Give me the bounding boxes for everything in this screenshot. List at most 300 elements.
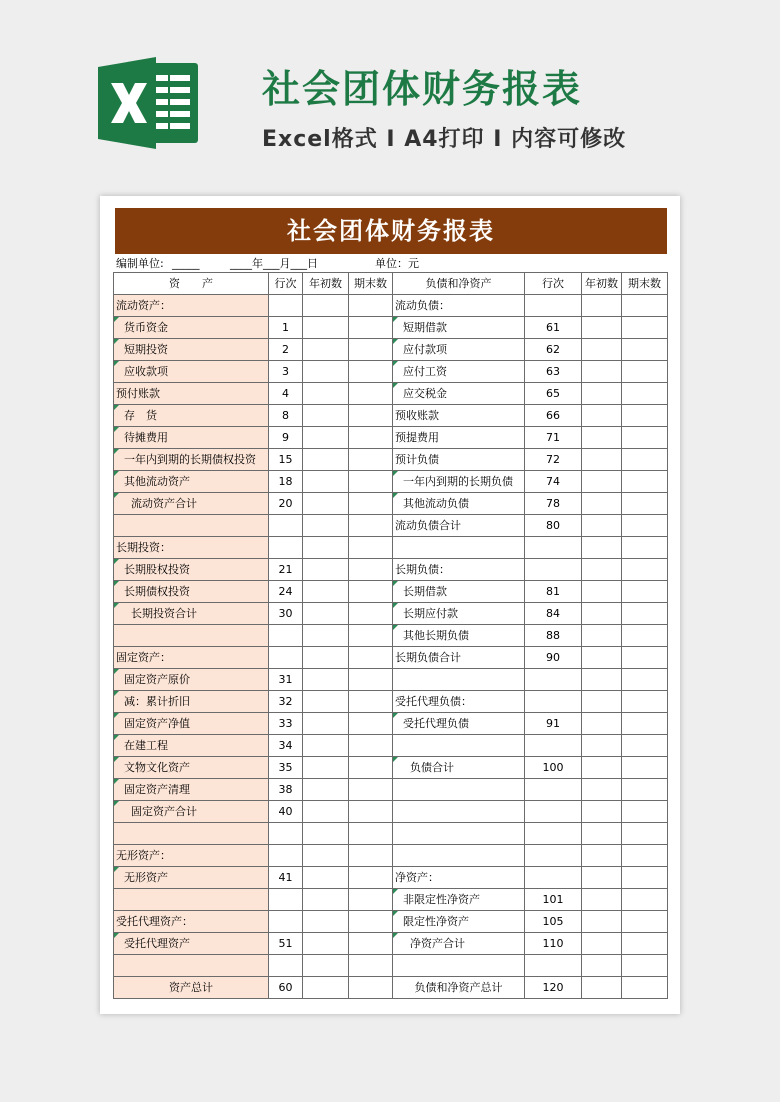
liability-line-no-cell[interactable]: 72 [525,449,582,471]
asset-closing-cell[interactable] [349,889,393,911]
column-header: 行次 [525,273,582,295]
table-row [114,801,668,823]
liability-opening-cell[interactable] [582,845,622,867]
liability-line-no-cell[interactable]: 61 [525,317,582,339]
liability-closing-cell[interactable] [622,713,668,735]
asset-item-cell[interactable]: 受托代理资产： [114,911,269,933]
asset-opening-cell[interactable] [303,295,349,317]
liability-opening-cell[interactable] [582,295,622,317]
asset-closing-cell[interactable] [349,801,393,823]
liability-closing-cell[interactable] [622,603,668,625]
asset-closing-cell[interactable] [349,515,393,537]
liability-line-no-cell[interactable] [525,779,582,801]
liability-opening-cell[interactable] [582,493,622,515]
liability-line-no-cell[interactable] [525,537,582,559]
column-header: 期末数 [349,273,393,295]
asset-line-no-cell[interactable]: 41 [269,867,303,889]
liability-item-cell[interactable]: 负债和净资产总计 [393,977,525,999]
liability-line-no-cell[interactable] [525,691,582,713]
table-row [114,471,668,493]
liability-line-no-cell[interactable]: 78 [525,493,582,515]
liability-opening-cell[interactable] [582,625,622,647]
liability-opening-cell[interactable] [582,955,622,977]
table-row [114,515,668,537]
table-row [114,977,668,999]
liability-item-cell[interactable]: 负债合计 [393,757,525,779]
liability-line-no-cell[interactable]: 120 [525,977,582,999]
asset-item-cell[interactable]: 在建工程 [114,735,269,757]
asset-line-no-cell[interactable]: 60 [269,977,303,999]
asset-closing-cell[interactable] [349,735,393,757]
liability-closing-cell[interactable] [622,405,668,427]
asset-opening-cell[interactable] [303,515,349,537]
table-row [114,581,668,603]
liability-opening-cell[interactable] [582,515,622,537]
asset-closing-cell[interactable] [349,471,393,493]
asset-item-cell[interactable]: 无形资产： [114,845,269,867]
liability-opening-cell[interactable] [582,383,622,405]
asset-opening-cell[interactable] [303,955,349,977]
liability-opening-cell[interactable] [582,361,622,383]
table-row [114,493,668,515]
unit-blank: _____ [172,257,200,270]
asset-closing-cell[interactable] [349,295,393,317]
liability-opening-cell[interactable] [582,405,622,427]
column-header: 行次 [269,273,303,295]
liability-closing-cell[interactable] [622,669,668,691]
asset-opening-cell[interactable] [303,845,349,867]
liability-line-no-cell[interactable] [525,801,582,823]
liability-closing-cell[interactable] [622,691,668,713]
liability-line-no-cell[interactable]: 80 [525,515,582,537]
asset-opening-cell[interactable] [303,647,349,669]
asset-closing-cell[interactable] [349,625,393,647]
liability-closing-cell[interactable] [622,581,668,603]
asset-closing-cell[interactable] [349,669,393,691]
liability-closing-cell[interactable] [622,977,668,999]
liability-item-cell[interactable]: 预计负债 [393,449,525,471]
liability-line-no-cell[interactable]: 105 [525,911,582,933]
asset-line-no-cell[interactable]: 32 [269,691,303,713]
asset-line-no-cell[interactable]: 31 [269,669,303,691]
liability-item-cell[interactable] [393,735,525,757]
liability-line-no-cell[interactable]: 74 [525,471,582,493]
asset-line-no-cell[interactable]: 33 [269,713,303,735]
report-date: ____年___月___日 [230,257,318,270]
liability-closing-cell[interactable] [622,801,668,823]
liability-item-cell[interactable]: 其他长期负债 [393,625,525,647]
asset-line-no-cell[interactable]: 3 [269,361,303,383]
asset-closing-cell[interactable] [349,845,393,867]
excel-icon [98,57,198,149]
asset-line-no-cell[interactable] [269,823,303,845]
liability-closing-cell[interactable] [622,845,668,867]
table-row [114,867,668,889]
asset-opening-cell[interactable] [303,317,349,339]
asset-line-no-cell[interactable]: 38 [269,779,303,801]
liability-opening-cell[interactable] [582,889,622,911]
asset-item-cell[interactable] [114,515,269,537]
liability-line-no-cell[interactable]: 84 [525,603,582,625]
liability-item-cell[interactable]: 一年内到期的长期负债 [393,471,525,493]
asset-item-cell[interactable]: 受托代理资产 [114,933,269,955]
table-row [114,449,668,471]
asset-line-no-cell[interactable] [269,647,303,669]
liability-closing-cell[interactable] [622,427,668,449]
asset-opening-cell[interactable] [303,801,349,823]
liability-opening-cell[interactable] [582,867,622,889]
liability-opening-cell[interactable] [582,933,622,955]
liability-opening-cell[interactable] [582,691,622,713]
liability-closing-cell[interactable] [622,295,668,317]
liability-opening-cell[interactable] [582,735,622,757]
liability-closing-cell[interactable] [622,449,668,471]
table-row [114,383,668,405]
asset-opening-cell[interactable] [303,559,349,581]
liability-item-cell[interactable]: 其他流动负债 [393,493,525,515]
liability-closing-cell[interactable] [622,559,668,581]
asset-item-cell[interactable]: 固定资产合计 [114,801,269,823]
asset-closing-cell[interactable] [349,339,393,361]
asset-line-no-cell[interactable]: 51 [269,933,303,955]
asset-opening-cell[interactable] [303,493,349,515]
asset-item-cell[interactable]: 流动资产： [114,295,269,317]
asset-closing-cell[interactable] [349,603,393,625]
asset-item-cell[interactable] [114,955,269,977]
table-row [114,845,668,867]
table-row [114,911,668,933]
asset-opening-cell[interactable] [303,713,349,735]
asset-line-no-cell[interactable]: 34 [269,735,303,757]
liability-line-no-cell[interactable]: 71 [525,427,582,449]
liability-opening-cell[interactable] [582,779,622,801]
asset-opening-cell[interactable] [303,911,349,933]
asset-opening-cell[interactable] [303,405,349,427]
asset-closing-cell[interactable] [349,823,393,845]
table-row [114,603,668,625]
liability-item-cell[interactable]: 长期负债合计 [393,647,525,669]
column-header: 年初数 [582,273,622,295]
asset-opening-cell[interactable] [303,603,349,625]
asset-closing-cell[interactable] [349,713,393,735]
asset-opening-cell[interactable] [303,537,349,559]
asset-closing-cell[interactable] [349,955,393,977]
liability-opening-cell[interactable] [582,823,622,845]
asset-line-no-cell[interactable] [269,625,303,647]
asset-line-no-cell[interactable]: 30 [269,603,303,625]
asset-opening-cell[interactable] [303,449,349,471]
liability-line-no-cell[interactable]: 88 [525,625,582,647]
asset-line-no-cell[interactable] [269,845,303,867]
table-row [114,361,668,383]
table-row [114,691,668,713]
table-row [114,933,668,955]
asset-item-cell[interactable]: 货币资金 [114,317,269,339]
asset-opening-cell[interactable] [303,889,349,911]
asset-item-cell[interactable]: 流动资产合计 [114,493,269,515]
asset-line-no-cell[interactable] [269,911,303,933]
table-row [114,889,668,911]
liability-line-no-cell[interactable]: 110 [525,933,582,955]
liability-closing-cell[interactable] [622,537,668,559]
asset-closing-cell[interactable] [349,405,393,427]
liability-line-no-cell[interactable] [525,845,582,867]
liability-item-cell[interactable]: 受托代理负债： [393,691,525,713]
table-row [114,955,668,977]
asset-item-cell[interactable]: 资产总计 [114,977,269,999]
asset-line-no-cell[interactable] [269,889,303,911]
column-header: 负债和净资产 [393,273,525,295]
table-header-row [114,273,668,295]
liability-item-cell[interactable]: 预提费用 [393,427,525,449]
column-header: 资 产 [114,273,269,295]
liability-item-cell[interactable]: 限定性净资产 [393,911,525,933]
liability-closing-cell[interactable] [622,625,668,647]
asset-item-cell[interactable]: 短期投资 [114,339,269,361]
asset-line-no-cell[interactable]: 20 [269,493,303,515]
asset-opening-cell[interactable] [303,427,349,449]
liability-item-cell[interactable]: 非限定性净资产 [393,889,525,911]
liability-closing-cell[interactable] [622,383,668,405]
liability-item-cell[interactable]: 受托代理负债 [393,713,525,735]
liability-closing-cell[interactable] [622,867,668,889]
asset-item-cell[interactable] [114,889,269,911]
liability-closing-cell[interactable] [622,339,668,361]
table-row [114,317,668,339]
asset-opening-cell[interactable] [303,361,349,383]
liability-closing-cell[interactable] [622,647,668,669]
asset-line-no-cell[interactable]: 8 [269,405,303,427]
liability-item-cell[interactable] [393,801,525,823]
liability-line-no-cell[interactable]: 100 [525,757,582,779]
liability-item-cell[interactable]: 长期借款 [393,581,525,603]
asset-opening-cell[interactable] [303,735,349,757]
liability-opening-cell[interactable] [582,559,622,581]
liability-line-no-cell[interactable]: 90 [525,647,582,669]
table-row [114,625,668,647]
asset-item-cell[interactable]: 文物文化资产 [114,757,269,779]
liability-closing-cell[interactable] [622,889,668,911]
liability-line-no-cell[interactable] [525,955,582,977]
asset-line-no-cell[interactable]: 1 [269,317,303,339]
liability-item-cell[interactable]: 短期借款 [393,317,525,339]
asset-line-no-cell[interactable] [269,295,303,317]
liability-opening-cell[interactable] [582,669,622,691]
asset-item-cell[interactable]: 存 货 [114,405,269,427]
asset-opening-cell[interactable] [303,977,349,999]
page-subtitle: Excel格式 I A4打印 I 内容可修改 [262,127,627,152]
liability-closing-cell[interactable] [622,493,668,515]
table-row [114,405,668,427]
asset-opening-cell[interactable] [303,339,349,361]
asset-closing-cell[interactable] [349,757,393,779]
liability-item-cell[interactable]: 预收账款 [393,405,525,427]
asset-item-cell[interactable]: 长期债权投资 [114,581,269,603]
asset-line-no-cell[interactable]: 21 [269,559,303,581]
asset-closing-cell[interactable] [349,361,393,383]
liability-closing-cell[interactable] [622,317,668,339]
asset-line-no-cell[interactable]: 40 [269,801,303,823]
asset-closing-cell[interactable] [349,427,393,449]
asset-closing-cell[interactable] [349,493,393,515]
liability-item-cell[interactable]: 应付工资 [393,361,525,383]
liability-opening-cell[interactable] [582,581,622,603]
asset-closing-cell[interactable] [349,537,393,559]
liability-closing-cell[interactable] [622,933,668,955]
liability-item-cell[interactable] [393,779,525,801]
asset-closing-cell[interactable] [349,647,393,669]
asset-opening-cell[interactable] [303,625,349,647]
asset-item-cell[interactable]: 应收款项 [114,361,269,383]
liability-line-no-cell[interactable] [525,735,582,757]
asset-opening-cell[interactable] [303,581,349,603]
asset-line-no-cell[interactable]: 4 [269,383,303,405]
liability-item-cell[interactable]: 流动负债合计 [393,515,525,537]
asset-item-cell[interactable]: 减：累计折旧 [114,691,269,713]
table-row [114,713,668,735]
liability-closing-cell[interactable] [622,471,668,493]
liability-item-cell[interactable] [393,669,525,691]
liability-item-cell[interactable]: 长期负债： [393,559,525,581]
asset-line-no-cell[interactable]: 9 [269,427,303,449]
balance-sheet-table [113,272,668,999]
liability-opening-cell[interactable] [582,603,622,625]
liability-opening-cell[interactable] [582,537,622,559]
asset-opening-cell[interactable] [303,471,349,493]
liability-opening-cell[interactable] [582,427,622,449]
liability-closing-cell[interactable] [622,515,668,537]
asset-line-no-cell[interactable]: 2 [269,339,303,361]
liability-opening-cell[interactable] [582,449,622,471]
liability-line-no-cell[interactable] [525,295,582,317]
liability-line-no-cell[interactable] [525,559,582,581]
asset-opening-cell[interactable] [303,383,349,405]
liability-item-cell[interactable]: 应交税金 [393,383,525,405]
liability-line-no-cell[interactable]: 62 [525,339,582,361]
liability-item-cell[interactable] [393,537,525,559]
liability-line-no-cell[interactable] [525,823,582,845]
liability-line-no-cell[interactable]: 101 [525,889,582,911]
asset-closing-cell[interactable] [349,867,393,889]
table-row [114,669,668,691]
asset-closing-cell[interactable] [349,691,393,713]
asset-line-no-cell[interactable]: 24 [269,581,303,603]
asset-closing-cell[interactable] [349,559,393,581]
liability-opening-cell[interactable] [582,317,622,339]
liability-opening-cell[interactable] [582,757,622,779]
table-row [114,559,668,581]
asset-opening-cell[interactable] [303,823,349,845]
liability-item-cell[interactable] [393,823,525,845]
asset-opening-cell[interactable] [303,867,349,889]
liability-closing-cell[interactable] [622,361,668,383]
liability-opening-cell[interactable] [582,713,622,735]
asset-opening-cell[interactable] [303,669,349,691]
asset-closing-cell[interactable] [349,779,393,801]
asset-item-cell[interactable]: 其他流动资产 [114,471,269,493]
asset-item-cell[interactable]: 待摊费用 [114,427,269,449]
table-row [114,823,668,845]
liability-opening-cell[interactable] [582,977,622,999]
asset-line-no-cell[interactable] [269,515,303,537]
table-row [114,427,668,449]
liability-closing-cell[interactable] [622,779,668,801]
asset-item-cell[interactable]: 固定资产净值 [114,713,269,735]
liability-item-cell[interactable] [393,845,525,867]
asset-closing-cell[interactable] [349,581,393,603]
asset-opening-cell[interactable] [303,757,349,779]
asset-item-cell[interactable]: 固定资产： [114,647,269,669]
liability-item-cell[interactable]: 应付款项 [393,339,525,361]
liability-item-cell[interactable] [393,955,525,977]
asset-item-cell[interactable]: 长期投资： [114,537,269,559]
liability-line-no-cell[interactable] [525,867,582,889]
asset-closing-cell[interactable] [349,449,393,471]
currency-label: 单位：元 [375,257,419,270]
table-row [114,295,668,317]
liability-item-cell[interactable]: 净资产合计 [393,933,525,955]
liability-opening-cell[interactable] [582,801,622,823]
asset-item-cell[interactable]: 一年内到期的长期债权投资 [114,449,269,471]
asset-closing-cell[interactable] [349,977,393,999]
liability-line-no-cell[interactable]: 65 [525,383,582,405]
asset-line-no-cell[interactable]: 15 [269,449,303,471]
column-header: 期末数 [622,273,668,295]
liability-closing-cell[interactable] [622,911,668,933]
asset-item-cell[interactable]: 固定资产清理 [114,779,269,801]
liability-line-no-cell[interactable] [525,669,582,691]
asset-opening-cell[interactable] [303,691,349,713]
liability-closing-cell[interactable] [622,757,668,779]
liability-closing-cell[interactable] [622,823,668,845]
liability-line-no-cell[interactable]: 66 [525,405,582,427]
asset-line-no-cell[interactable]: 35 [269,757,303,779]
table-row [114,647,668,669]
table-row [114,735,668,757]
column-header: 年初数 [303,273,349,295]
liability-line-no-cell[interactable]: 63 [525,361,582,383]
asset-item-cell[interactable] [114,625,269,647]
liability-opening-cell[interactable] [582,339,622,361]
asset-line-no-cell[interactable] [269,537,303,559]
liability-opening-cell[interactable] [582,647,622,669]
asset-opening-cell[interactable] [303,779,349,801]
asset-closing-cell[interactable] [349,911,393,933]
page-title: 社会团体财务报表 [262,67,583,111]
asset-opening-cell[interactable] [303,933,349,955]
asset-item-cell[interactable] [114,823,269,845]
asset-line-no-cell[interactable] [269,955,303,977]
asset-item-cell[interactable]: 长期股权投资 [114,559,269,581]
asset-line-no-cell[interactable]: 18 [269,471,303,493]
asset-item-cell[interactable]: 无形资产 [114,867,269,889]
liability-line-no-cell[interactable]: 81 [525,581,582,603]
asset-item-cell[interactable]: 固定资产原价 [114,669,269,691]
liability-opening-cell[interactable] [582,471,622,493]
asset-item-cell[interactable]: 预付账款 [114,383,269,405]
asset-closing-cell[interactable] [349,317,393,339]
asset-closing-cell[interactable] [349,933,393,955]
liability-closing-cell[interactable] [622,955,668,977]
liability-item-cell[interactable]: 长期应付款 [393,603,525,625]
liability-opening-cell[interactable] [582,911,622,933]
asset-closing-cell[interactable] [349,383,393,405]
liability-closing-cell[interactable] [622,735,668,757]
liability-item-cell[interactable]: 净资产： [393,867,525,889]
asset-item-cell[interactable]: 长期投资合计 [114,603,269,625]
liability-line-no-cell[interactable]: 91 [525,713,582,735]
liability-item-cell[interactable]: 流动负债： [393,295,525,317]
